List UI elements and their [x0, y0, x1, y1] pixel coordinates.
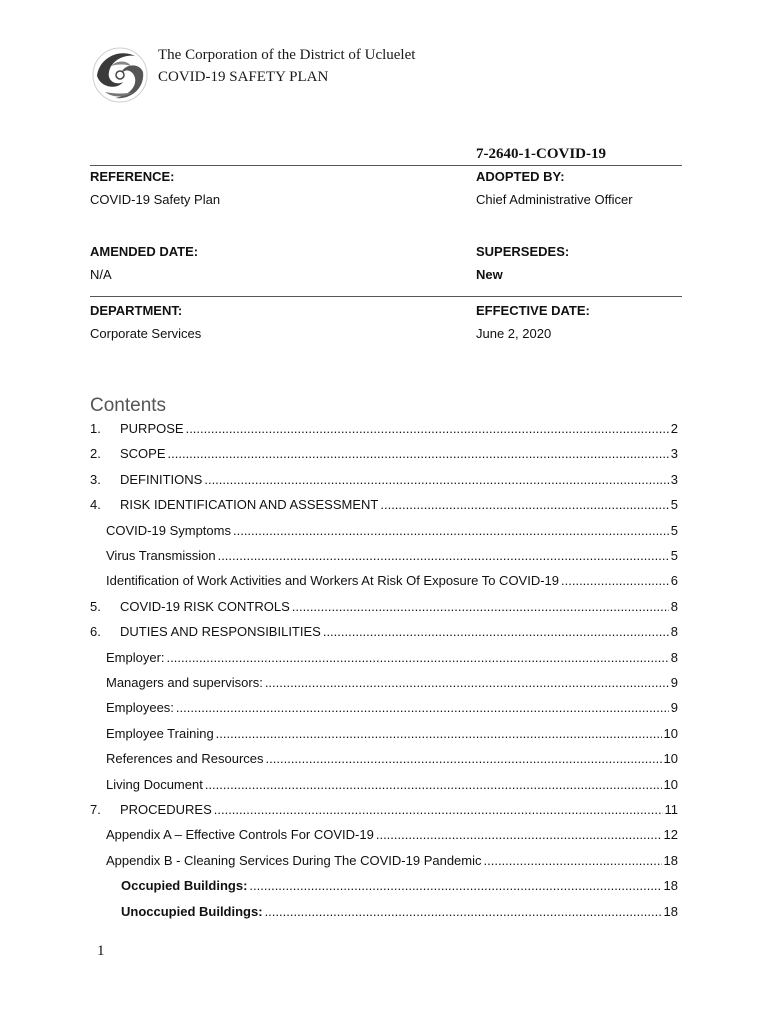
toc-entry[interactable]	[90, 597, 678, 617]
toc-entry-number: 7.	[90, 802, 101, 817]
district-logo-icon	[91, 46, 149, 104]
toc-dot-leader	[323, 622, 669, 642]
toc-entry[interactable]	[106, 648, 678, 668]
toc-dot-leader	[265, 902, 662, 922]
adopted-by-value: Chief Administrative Officer	[476, 192, 633, 207]
toc-entry[interactable]	[106, 749, 678, 769]
toc-dot-leader	[205, 775, 662, 795]
toc-entry-title: Employees:	[106, 700, 174, 715]
toc-dot-leader	[168, 444, 669, 464]
toc-entry[interactable]	[90, 470, 678, 490]
toc-entry[interactable]	[106, 851, 678, 871]
org-name: The Corporation of the District of Ucluelet	[158, 47, 416, 63]
department-label: DEPARTMENT:	[90, 303, 183, 318]
toc-entry-page: 5	[670, 523, 678, 538]
toc-entry-title: Managers and supervisors:	[106, 675, 263, 690]
toc-entry[interactable]	[90, 495, 678, 515]
middle-divider	[90, 296, 682, 297]
toc-dot-leader	[484, 851, 662, 871]
toc-entry-title: RISK IDENTIFICATION AND ASSESSMENT	[120, 497, 379, 512]
toc-dot-leader	[233, 521, 669, 541]
reference-label: REFERENCE:	[90, 169, 175, 184]
toc-entry-page: 10	[663, 726, 678, 741]
policy-number: 7-2640-1-COVID-19	[476, 146, 606, 162]
toc-dot-leader	[376, 825, 662, 845]
toc-dot-leader	[380, 495, 668, 515]
page-number: 1	[97, 943, 105, 959]
toc-entry[interactable]	[106, 775, 678, 795]
toc-entry-page: 9	[670, 700, 678, 715]
toc-entry[interactable]	[90, 444, 678, 464]
toc-dot-leader	[214, 800, 663, 820]
toc-entry-page: 3	[670, 446, 678, 461]
amended-date-value: N/A	[90, 267, 112, 282]
toc-entry-title: COVID-19 RISK CONTROLS	[120, 599, 290, 614]
toc-entry-page: 18	[663, 853, 678, 868]
toc-dot-leader	[218, 546, 669, 566]
toc-entry[interactable]	[121, 876, 678, 896]
toc-entry-number: 1.	[90, 421, 101, 436]
toc-entry-page: 10	[663, 751, 678, 766]
toc-entry[interactable]	[106, 546, 678, 566]
toc-entry-title: DUTIES AND RESPONSIBILITIES	[120, 624, 321, 639]
toc-entry-title: DEFINITIONS	[120, 472, 203, 487]
toc-entry-page: 8	[670, 650, 678, 665]
adopted-by-label: ADOPTED BY:	[476, 169, 565, 184]
toc-dot-leader	[265, 673, 669, 693]
toc-entry-title: COVID-19 Symptoms	[106, 523, 231, 538]
toc-entry-page: 8	[670, 599, 678, 614]
toc-dot-leader	[167, 648, 669, 668]
toc-entry-title: Appendix B - Cleaning Services During The COVID-19 Pandemic	[106, 853, 482, 868]
reference-value: COVID-19 Safety Plan	[90, 192, 221, 207]
toc-entry-title: SCOPE	[120, 446, 166, 461]
plan-title: COVID-19 SAFETY PLAN	[158, 69, 329, 85]
toc-entry[interactable]	[106, 724, 678, 744]
toc-entry-page: 9	[670, 675, 678, 690]
amended-date-label: AMENDED DATE:	[90, 244, 199, 259]
toc-entry-title: Virus Transmission	[106, 548, 216, 563]
toc-entry-number: 4.	[90, 497, 101, 512]
effective-date-value: June 2, 2020	[476, 326, 552, 341]
toc-dot-leader	[204, 470, 668, 490]
toc-entry-title: Occupied Buildings:	[121, 878, 248, 893]
supersedes-label: SUPERSEDES:	[476, 244, 570, 259]
toc-entry[interactable]	[90, 419, 678, 439]
toc-entry-page: 3	[670, 472, 678, 487]
effective-date-label: EFFECTIVE DATE:	[476, 303, 590, 318]
toc-dot-leader	[561, 571, 669, 591]
toc-entry-title: References and Resources	[106, 751, 264, 766]
top-divider	[90, 165, 682, 166]
toc-dot-leader	[186, 419, 669, 439]
toc-entry[interactable]	[106, 571, 678, 591]
department-value: Corporate Services	[90, 326, 202, 341]
toc-entry-title: Employee Training	[106, 726, 214, 741]
toc-dot-leader	[176, 698, 669, 718]
toc-entry-page: 11	[664, 802, 678, 817]
supersedes-value: New	[476, 267, 503, 282]
toc-entry[interactable]	[106, 521, 678, 541]
toc-entry-title: PURPOSE	[120, 421, 184, 436]
toc-entry-number: 5.	[90, 599, 101, 614]
contents-heading: Contents	[90, 395, 167, 416]
toc-entry-page: 10	[663, 777, 678, 792]
toc-entry[interactable]	[106, 673, 678, 693]
toc-dot-leader	[249, 876, 661, 896]
toc-entry-page: 18	[663, 878, 678, 893]
toc-entry-title: Living Document	[106, 777, 203, 792]
toc-entry-page: 18	[663, 904, 678, 919]
toc-entry-title: PROCEDURES	[120, 802, 212, 817]
toc-entry-page: 12	[663, 827, 678, 842]
toc-entry-number: 6.	[90, 624, 101, 639]
toc-entry[interactable]	[106, 825, 678, 845]
toc-entry-page: 5	[670, 548, 678, 563]
toc-entry-title: Identification of Work Activities and Workers At Risk Of Exposure To COVID-19	[106, 573, 560, 588]
toc-entry-page: 2	[670, 421, 678, 436]
toc-entry[interactable]	[90, 800, 678, 820]
toc-entry[interactable]	[121, 902, 678, 922]
toc-entry[interactable]	[106, 698, 678, 718]
toc-entry-page: 6	[670, 573, 678, 588]
toc-entry-page: 5	[670, 497, 678, 512]
toc-dot-leader	[216, 724, 662, 744]
toc-dot-leader	[292, 597, 669, 617]
toc-entry-title: Appendix A – Effective Controls For COVID-19	[106, 827, 374, 842]
toc-entry-number: 2.	[90, 446, 101, 461]
toc-entry-page: 8	[670, 624, 678, 639]
toc-entry-title: Employer:	[106, 650, 165, 665]
toc-entry[interactable]	[90, 622, 678, 642]
toc-entry-number: 3.	[90, 472, 101, 487]
toc-dot-leader	[266, 749, 662, 769]
toc-entry-title: Unoccupied Buildings:	[121, 904, 263, 919]
